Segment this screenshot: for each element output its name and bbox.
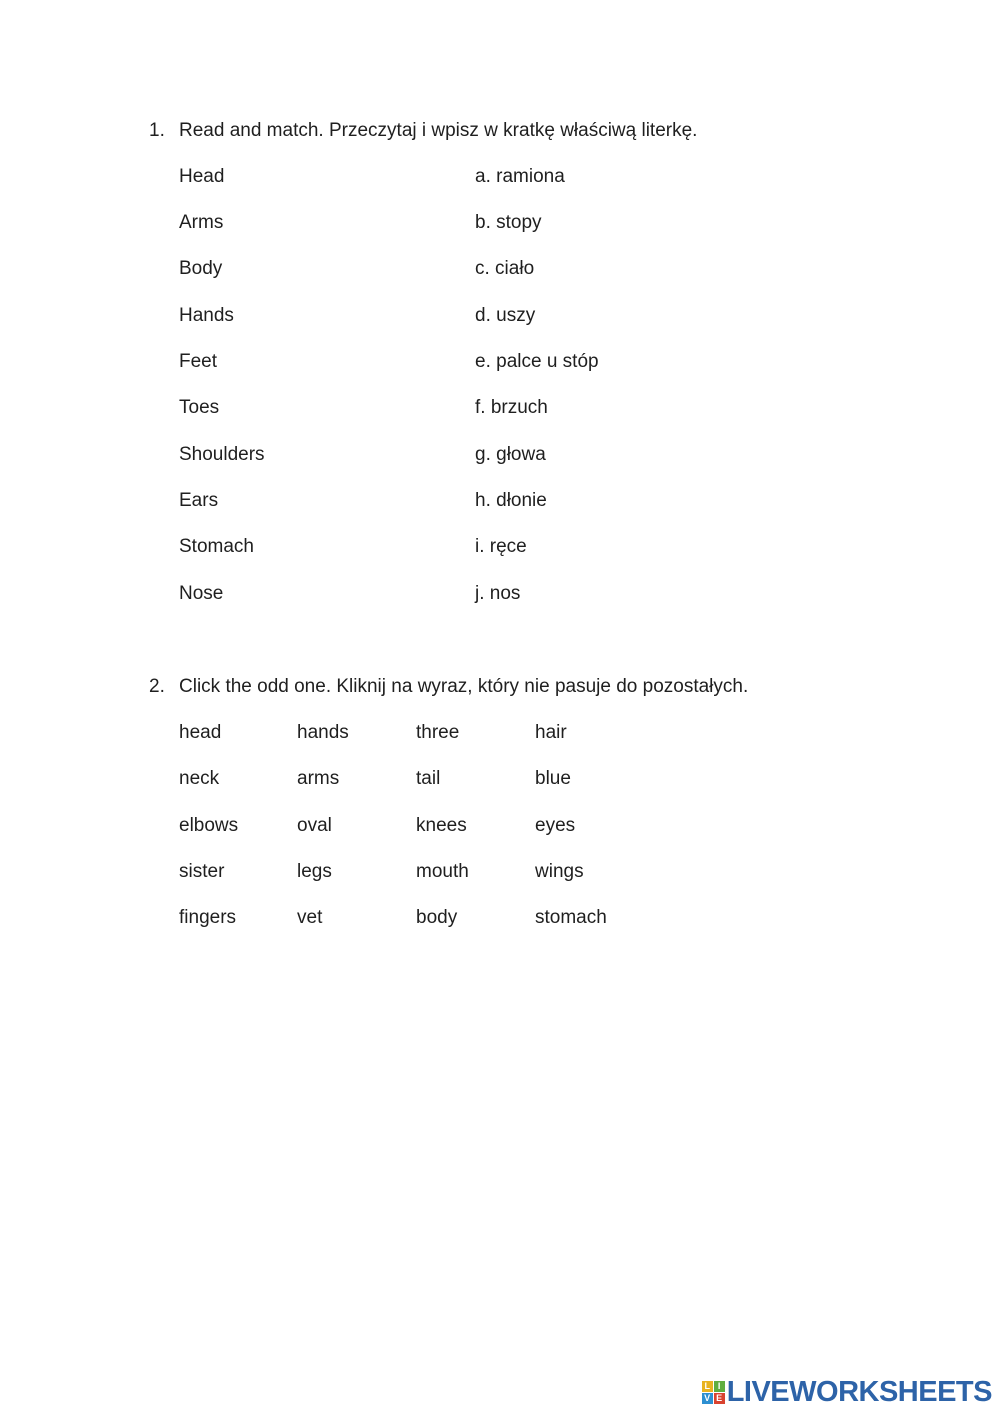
logo-block: V (702, 1393, 713, 1404)
odd-word-option[interactable]: blue (535, 768, 571, 789)
odd-word-option[interactable]: eyes (535, 815, 576, 836)
match-right-item: e. palce u stóp (475, 351, 599, 372)
match-right-item: i. ręce (475, 536, 527, 557)
odd-word-option[interactable]: sister (179, 861, 225, 882)
odd-word-option[interactable]: fingers (179, 907, 237, 928)
match-left-item: Nose (179, 583, 224, 604)
match-right-item: d. uszy (475, 305, 536, 326)
logo-block: E (714, 1393, 725, 1404)
odd-word-option[interactable]: tail (416, 768, 441, 789)
match-left-item: Head (179, 166, 225, 187)
match-left-item: Ears (179, 490, 219, 511)
odd-word-option[interactable]: legs (297, 861, 332, 882)
match-left-item: Body (179, 258, 223, 279)
odd-word-option[interactable]: mouth (416, 861, 469, 882)
odd-word-option[interactable]: hands (297, 722, 349, 743)
match-right-item: f. brzuch (475, 397, 548, 418)
odd-word-option[interactable]: arms (297, 768, 340, 789)
exercise-2-instruction: Click the odd one. Kliknij na wyraz, który nie pasuje do pozostałych. (179, 676, 749, 697)
match-left-item: Stomach (179, 536, 254, 557)
match-left-item: Hands (179, 305, 234, 326)
logo-block: L (702, 1381, 713, 1392)
odd-word-option[interactable]: elbows (179, 815, 239, 836)
odd-word-option[interactable]: three (416, 722, 460, 743)
logo-blocks-icon (702, 1381, 725, 1404)
match-right-item: h. dłonie (475, 490, 547, 511)
odd-word-option[interactable]: body (416, 907, 458, 928)
match-left-item: Arms (179, 212, 224, 233)
odd-word-option[interactable]: wings (535, 861, 584, 882)
match-left-item: Feet (179, 351, 218, 372)
odd-word-option[interactable]: neck (179, 768, 220, 789)
odd-word-option[interactable]: head (179, 722, 222, 743)
match-right-item: g. głowa (475, 444, 546, 465)
match-left-item: Toes (179, 397, 220, 418)
match-right-item: a. ramiona (475, 166, 565, 187)
odd-word-option[interactable]: oval (297, 815, 332, 836)
odd-word-option[interactable]: hair (535, 722, 567, 743)
odd-word-option[interactable]: stomach (535, 907, 607, 928)
liveworksheets-logo (702, 1377, 992, 1407)
logo-text: LIVEWORKSHEETS (726, 1375, 992, 1408)
odd-word-option[interactable]: knees (416, 815, 467, 836)
exercise-1-instruction: Read and match. Przeczytaj i wpisz w kratkę właściwą literkę. (179, 120, 698, 141)
match-right-item: b. stopy (475, 212, 542, 233)
match-right-item: c. ciało (475, 258, 535, 279)
match-left-item: Shoulders (179, 444, 265, 465)
match-right-item: j. nos (475, 583, 521, 604)
odd-word-option[interactable]: vet (297, 907, 323, 928)
exercise-1-number: 1. (149, 120, 165, 141)
exercise-2-number: 2. (149, 676, 165, 697)
logo-block: I (714, 1381, 725, 1392)
